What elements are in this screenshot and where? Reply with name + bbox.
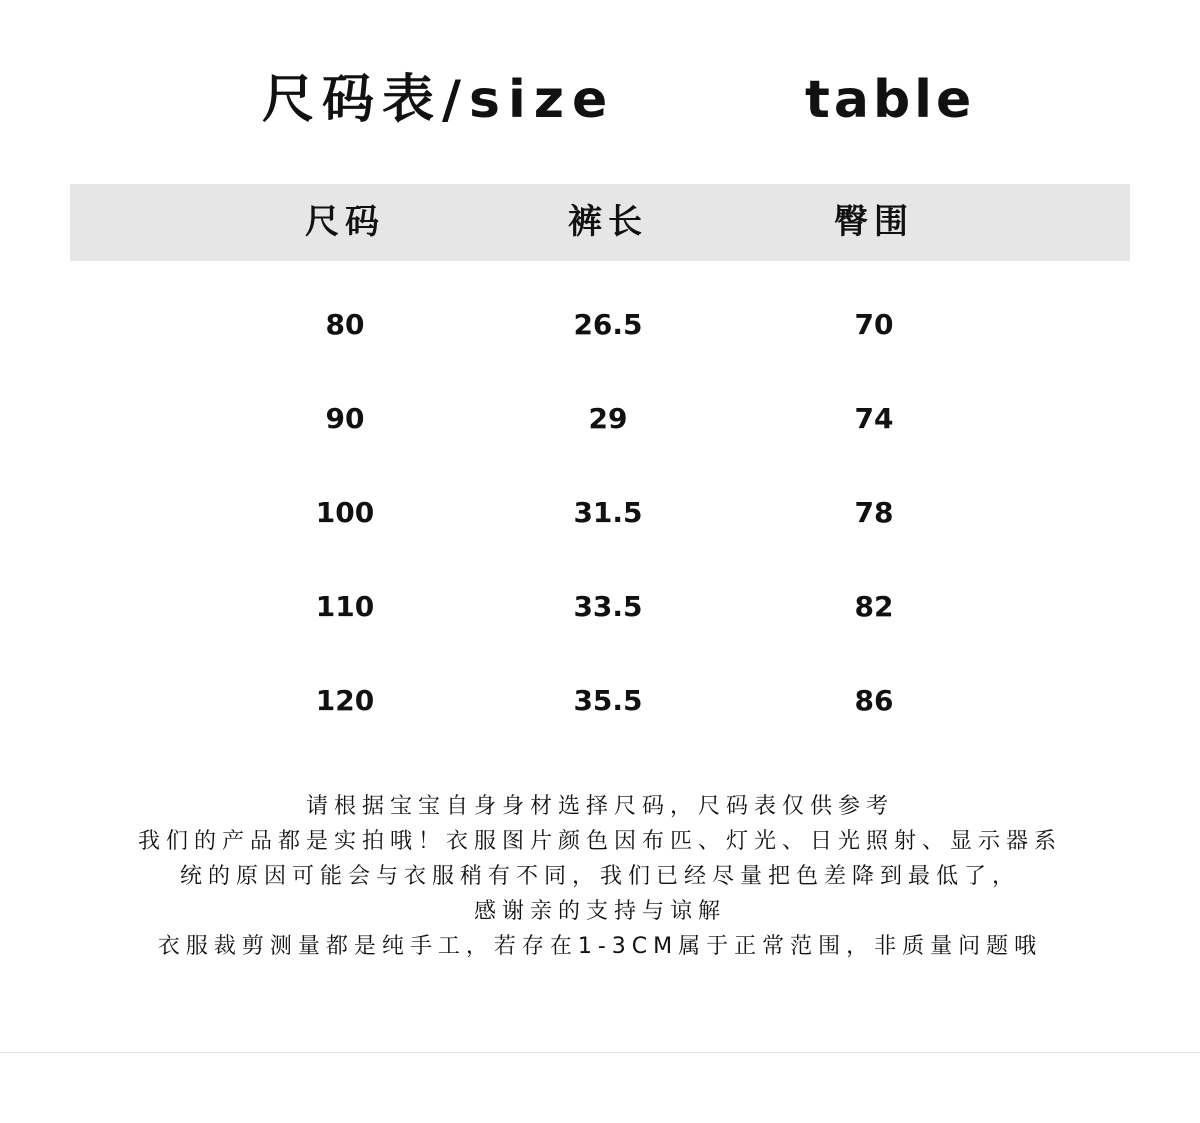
cell-pants-length: 31.5 [573,496,643,529]
cell-hip: 78 [854,496,894,529]
cell-pants-length: 33.5 [573,590,643,623]
table-header [70,184,1130,261]
header-hip: 臀围 [834,202,914,242]
footer-divider [0,1052,1200,1053]
table-row [0,280,1200,370]
title-left-text: 尺码表/size [262,70,616,130]
note-line: 衣服裁剪测量都是纯手工，若存在1-3CM属于正常范围，非质量问题哦 [157,934,1043,959]
table-row [0,468,1200,558]
cell-size: 100 [315,496,375,529]
cell-pants-length: 29 [588,402,628,435]
size-chart-title [0,62,1200,142]
note-line: 请根据宝宝自身身材选择尺码，尺码表仅供参考 [305,794,894,819]
title-right-text: table [805,70,976,130]
cell-hip: 74 [854,402,894,435]
cell-size: 90 [325,402,365,435]
cell-size: 110 [315,590,375,623]
header-pants-length: 裤长 [568,202,648,242]
header-size: 尺码 [305,202,385,242]
cell-pants-length: 35.5 [573,684,643,717]
cell-hip: 70 [854,308,894,341]
cell-pants-length: 26.5 [573,308,643,341]
note-line: 统的原因可能会与衣服稍有不同，我们已经尽量把色差降到最低了， [179,864,1020,889]
note-line: 我们的产品都是实拍哦！衣服图片颜色因布匹、灯光、日光照射、显示器系 [137,829,1062,854]
table-row [0,656,1200,746]
table-row [0,374,1200,464]
cell-hip: 86 [854,684,894,717]
cell-size: 80 [325,308,365,341]
table-row [0,562,1200,652]
cell-size: 120 [315,684,375,717]
note-line: 感谢亲的支持与谅解 [473,899,726,924]
cell-hip: 82 [854,590,894,623]
